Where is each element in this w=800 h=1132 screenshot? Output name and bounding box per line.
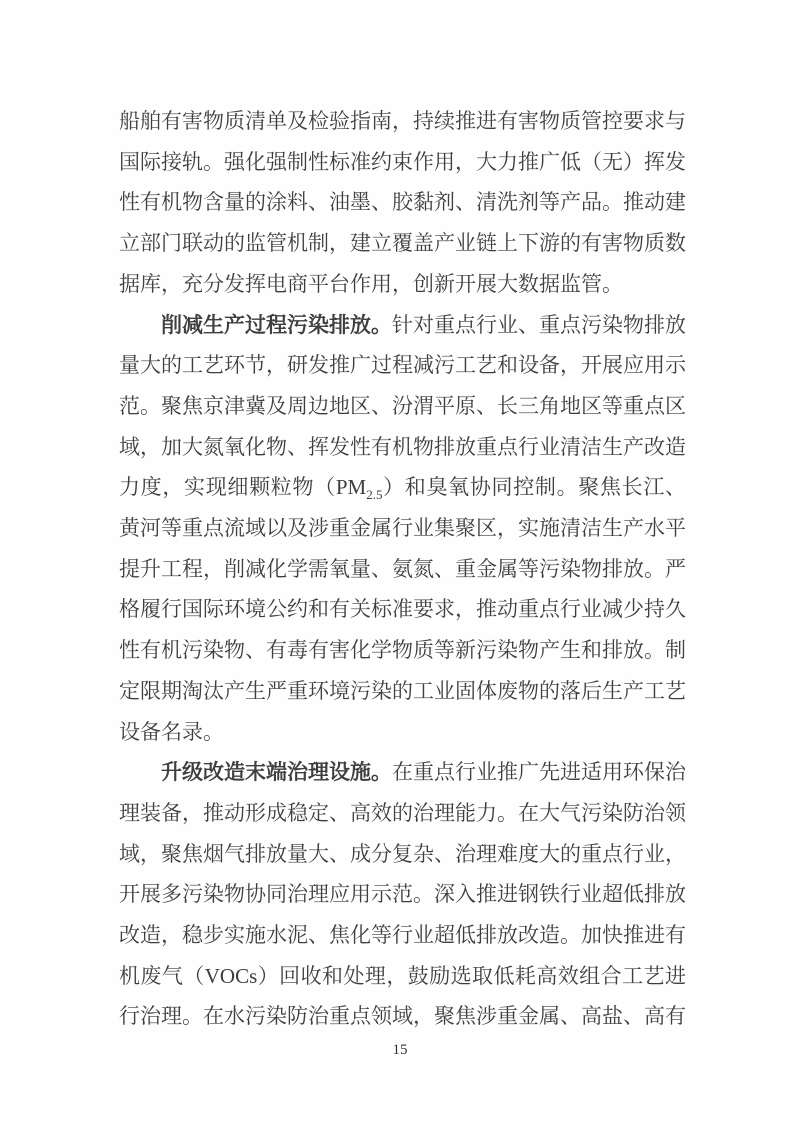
paragraph-lead: 削减生产过程污染排放。: [161, 312, 392, 337]
paragraph-text: 船舶有害物质清单及检验指南，持续推进有害物质管控要求与国际接轨。强化强制性标准约束作用，大力推广低（无）挥发性有机物含量的涂料、油墨、胶黏剂、清洗剂等产品。推动建立部门联动的监管机制，建立覆盖产业链上下游的有害物质数据库，充分发挥电商平台作用，创新开展大数据监管。: [119, 109, 686, 296]
page-number: 15: [392, 1042, 408, 1058]
paragraph-text: 针对重点行业、重点污染物排放量大的工艺环节，研发推广过程减污工艺和设备，开展应用示范。聚焦京津冀及周边地区、汾渭平原、长三角地区等重点区域，加大氮氧化物、挥发性有机物排放重点行业清洁生产改造力度，实现细颗粒物（PM: [119, 312, 686, 500]
document-body: [119, 101, 686, 1037]
page-footer: [0, 1042, 800, 1059]
paragraph-text: 在重点行业推广先进适用环保治理装备，推动形成稳定、高效的治理能力。在大气污染防治领域，聚焦烟气排放量大、成分复杂、治理难度大的重点行业，开展多污染物协同治理应用示范。深入推进钢铁行业超低排放改造，稳步实施水泥、焦化等行业超低排放改造。加快推进有机废气（VOCs）回收和处理，鼓励选取低耗高效组合工艺进行治理。在水污染防治重点领域，聚焦涉重金属、高盐、高有: [119, 760, 686, 1029]
paragraph-lead: 升级改造末端治理设施。: [161, 760, 392, 785]
paragraph: [119, 752, 686, 1037]
subscript-text: 2.5: [366, 487, 383, 503]
paragraph: [119, 305, 686, 753]
paragraph: [119, 101, 686, 305]
paragraph-text: ）和臭氧协同控制。聚焦长江、黄河等重点流域以及涉重金属行业集聚区，实施清洁生产水平提升工程，削减化学需氧量、氨氮、重金属等污染物排放。严格履行国际环境公约和有关标准要求，推动重点行业减少持久性有机污染物、有毒有害化学物质等新污染物产生和排放。制定限期淘汰产生严重环境污染的工业固体废物的落后生产工艺设备名录。: [119, 475, 686, 744]
